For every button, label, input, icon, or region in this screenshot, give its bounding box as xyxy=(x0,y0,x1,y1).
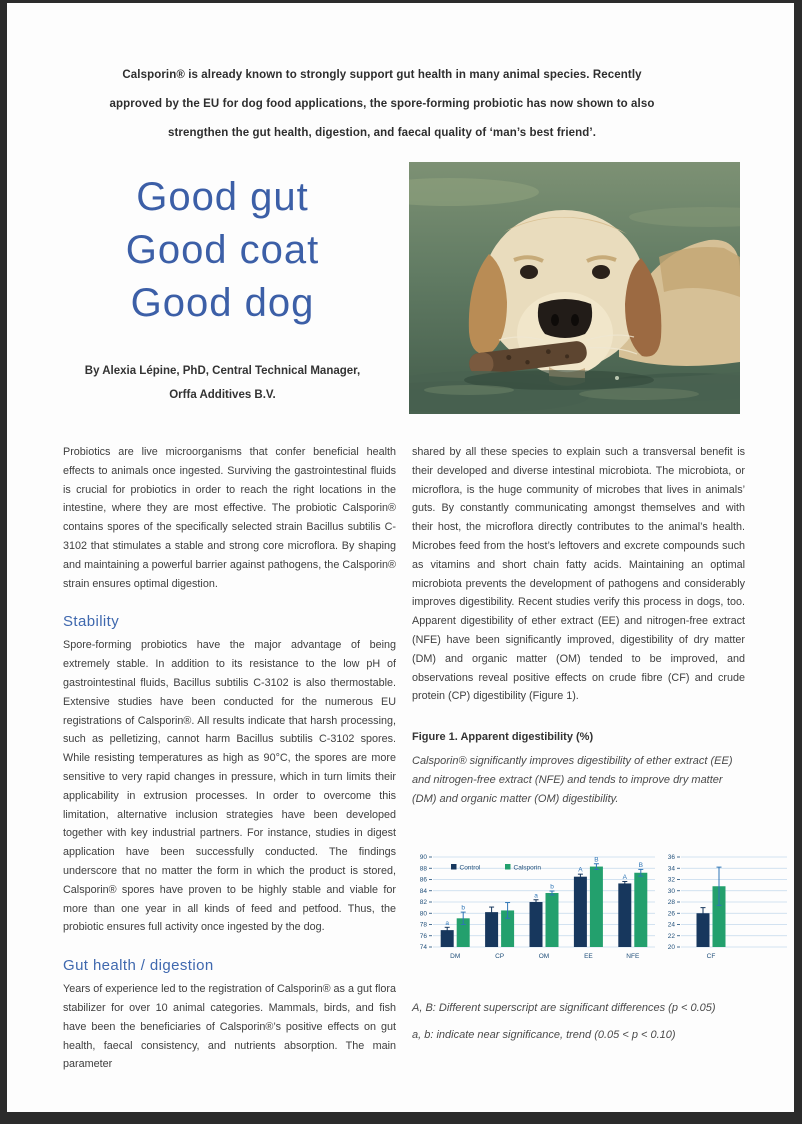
svg-text:80: 80 xyxy=(419,910,427,918)
headline xyxy=(56,171,389,330)
svg-text:30: 30 xyxy=(667,887,675,895)
svg-text:DM: DM xyxy=(450,953,461,960)
paragraph-microbiota: shared by all these species to explain such a transversal benefit is their developed and diverse intestinal microbiota. The microbiota, or microflora, is the huge community of microbes that lives in animals’ guts. By constantly communicating amongst themselves and with their host, the microflora directly contributes to the animal’s health. Microbes feed from the host’s leftovers and excrete compounds such as vitamins and short chain fatty acids. Maintaining an optimal microbiota prevents the development of pathogens and considerably improves digestibility. Recent studies verify this process in dogs, too. Apparent digestibility of ether extract (EE) and nitrogen-free extract (NFE) have been significantly improved, digestibility of dry matter (DM) and organic matter (OM) tended to be improved, and observations reveal positive effects on crude fibre (CF) and crude protein (CP) digestibility (Figure 1). xyxy=(412,446,745,703)
article-column-left xyxy=(63,443,396,1074)
svg-text:88: 88 xyxy=(419,865,427,873)
dog-photo-illustration xyxy=(409,162,740,414)
svg-text:A: A xyxy=(622,873,627,881)
svg-text:NFE: NFE xyxy=(626,953,640,960)
svg-text:34: 34 xyxy=(667,865,675,873)
svg-text:a: a xyxy=(445,919,450,927)
byline-author: By Alexia Lépine, PhD, Central Technical Manager, xyxy=(84,365,361,377)
svg-text:32: 32 xyxy=(667,876,675,884)
svg-text:a: a xyxy=(534,892,538,900)
bar-chart-apparent-digestibility xyxy=(407,845,793,969)
svg-text:84: 84 xyxy=(419,887,427,895)
headline-line-1: Good gut xyxy=(136,175,309,219)
svg-text:A: A xyxy=(578,866,583,874)
svg-text:B: B xyxy=(594,856,599,864)
paragraph-gut-health: Years of experience led to the registration of Calsporin® as a gut flora stabilizer for over 10 animal categories. Mammals, birds, and fish have been the beneficiaries of Calsporin®’s positive effects on gut health, faecal consistency, and nutrients absorption. The main parameter xyxy=(63,983,396,1071)
svg-text:74: 74 xyxy=(419,944,427,952)
svg-text:86: 86 xyxy=(419,876,427,884)
svg-text:20: 20 xyxy=(667,944,675,952)
figure-footnotes xyxy=(412,995,772,1049)
svg-text:B: B xyxy=(638,861,643,869)
svg-text:76: 76 xyxy=(419,932,427,940)
svg-text:28: 28 xyxy=(667,899,675,907)
svg-text:Calsporin: Calsporin xyxy=(513,864,541,872)
footnote-trend: a, b: indicate near significance, trend (0.05 < p < 0.10) xyxy=(412,1029,676,1041)
intro-paragraph: Calsporin® is already known to strongly support gut health in many animal species. Recently approved by the EU for dog food applications, the spore-forming probiotic has now shown to also strengthen the gut health, digestion, and faecal quality of ‘man’s best friend’. xyxy=(109,69,655,139)
dog-photo xyxy=(409,162,740,414)
svg-text:24: 24 xyxy=(667,921,675,929)
svg-text:78: 78 xyxy=(419,921,427,929)
svg-text:36: 36 xyxy=(667,854,675,862)
svg-text:OM: OM xyxy=(538,953,550,960)
headline-line-3: Good dog xyxy=(130,281,315,325)
section-heading-gut-health: Gut health / digestion xyxy=(63,957,214,975)
byline-company: Orffa Additives B.V. xyxy=(169,389,276,401)
figure-caption: Calsporin® significantly improves digestibility of ether extract (EE) and nitrogen-free extract (NFE) and tends to improve dry matter (DM) and organic matter (OM) digestibility. xyxy=(412,755,733,805)
figure1-chart xyxy=(407,845,793,969)
svg-text:Control: Control xyxy=(459,864,481,872)
svg-text:CF: CF xyxy=(706,953,716,960)
svg-text:b: b xyxy=(461,904,466,912)
byline xyxy=(56,359,389,407)
svg-text:26: 26 xyxy=(667,910,675,918)
paragraph-probiotics: Probiotics are live microorganisms that confer beneficial health effects to animals once ingested. Surviving the gastrointestinal fluids is crucial for probiotics in order to reach the right locations in the intestine, where they are most effective. The probiotic Calsporin® contains spores of the specifically selected strain Bacillus subtilis C-3102 that stimulates a stable and strong core microflora. By shaping and maintaining a powerful barrier against pathogens, the Calsporin® strain ensures optimal digestion. xyxy=(63,446,396,590)
svg-text:82: 82 xyxy=(419,899,427,907)
footnote-significance: A, B: Different superscript are significant differences (p < 0.05) xyxy=(412,1002,716,1014)
section-heading-stability: Stability xyxy=(63,613,120,631)
figure-title: Figure 1. Apparent digestibility (%) xyxy=(412,731,594,744)
svg-text:EE: EE xyxy=(584,953,593,960)
paragraph-stability: Spore-forming probiotics have the major advantage of being extremely stable. In addition to its resistance to the low pH of gastrointestinal fluids, Bacillus subtilis C-3102 is also thermostable. Extensive studies have been conducted for the numerous EU registrations of Calsporin®. All results indicate that harsh processing, such as pelletizing, cannot harm Bacillus subtilis C-3102 spores. While resisting temperatures as high as 90°C, the spores are more sensitive to very rapid changes in pressure, which in turn limits their applicability in extrusion processes. In order to overcome this limitation, alternative inclusion strategies have been developed together with key industrial partners. For instance, studies in digest application have been successfully conducted. The findings underscore that no matter the form in which the product is stored, Calsporin® spores have proven to be highly stable and viable for more than one year in all kinds of feed and petfood. Thus, the probiotic ensures full activity once ingested by the dog. xyxy=(63,639,396,934)
svg-text:b: b xyxy=(550,883,554,891)
headline-line-2: Good coat xyxy=(125,228,320,272)
document-page xyxy=(7,3,794,1112)
svg-text:90: 90 xyxy=(419,854,427,862)
svg-text:22: 22 xyxy=(667,932,675,940)
article-column-right xyxy=(412,443,745,809)
svg-text:CP: CP xyxy=(495,953,505,960)
